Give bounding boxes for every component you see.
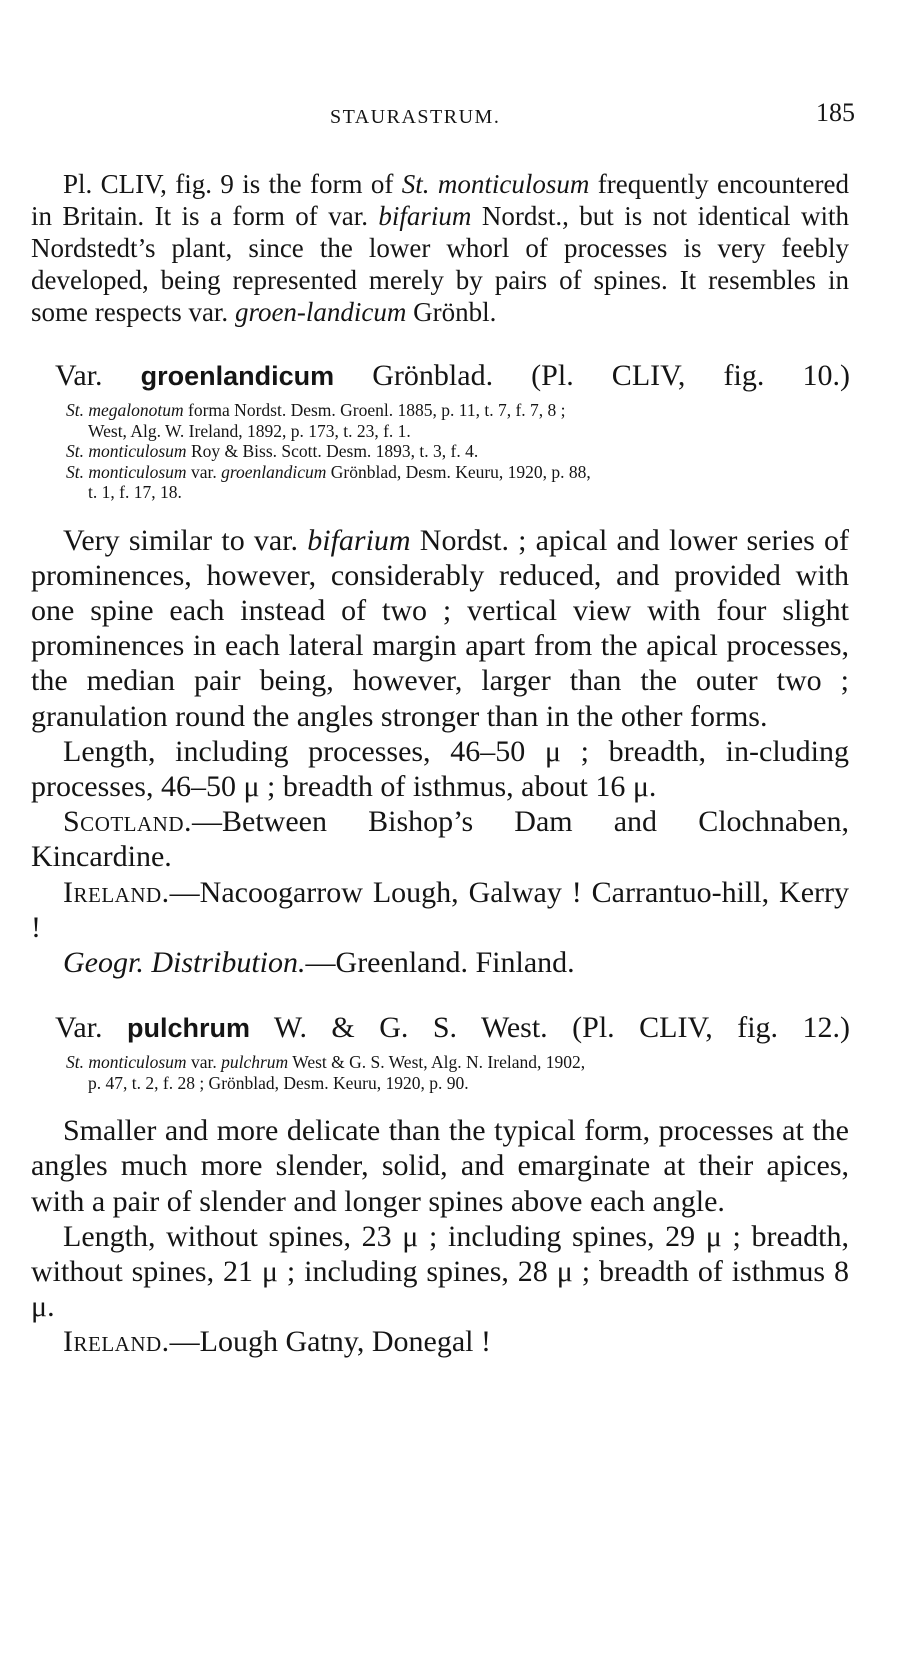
running-header	[0, 98, 900, 132]
measurements-paragraph: Length, including processes, 46–50 μ ; breadth, in-cluding processes, 46–50 μ ; breadth of isthmus, about 16 μ.	[31, 734, 849, 803]
locality-ireland: Ireland.—Nacoogarrow Lough, Galway ! Carrantuo-hill, Kerry !	[31, 875, 849, 944]
locality-scotland: Scotland.—Between Bishop’s Dam and Clochnaben, Kincardine.	[31, 805, 849, 874]
variety-heading-pulchrum: Var. pulchrum W. & G. S. West. (Pl. CLIV, fig. 12.)	[55, 1011, 850, 1045]
intro-paragraph: Pl. CLIV, fig. 9 is the form of St. monticulosum frequently encountered in Britain. It is a form of var. bifarium Nordst., but is not identical with Nordstedt’s plant, since the lower whorl of processes is very feebly developed, being represented merely by pairs of spines. It resembles in some respects var. groen-landicum Grönbl.	[31, 169, 849, 327]
distribution-label: Geogr. Distribution.	[63, 945, 306, 979]
synonym-entry: St. monticulosum var. groenlandicum Grönblad, Desm. Keuru, 1920, p. 88, t. 1, f. 17, 18.	[66, 461, 591, 502]
synonym-entry: St. monticulosum Roy & Biss. Scott. Desm. 1893, t. 3, f. 4.	[66, 441, 479, 461]
variety-title: groenlandicum	[140, 361, 335, 391]
geographic-distribution: Geogr. Distribution.—Greenland. Finland.	[63, 945, 575, 979]
synonym-entry: St. megalonotum forma Nordst. Desm. Groenl. 1885, p. 11, t. 7, f. 7, 8 ; West, Alg. W. Ireland, 1892, p. 173, t. 23, f. 1.	[66, 400, 566, 441]
variety-heading-groenlandicum: Var. groenlandicum Grönblad. (Pl. CLIV, fig. 10.)	[55, 359, 850, 392]
region-label: Scotland.	[63, 805, 193, 839]
locality-ireland: Ireland.—Lough Gatny, Donegal !	[63, 1325, 491, 1359]
running-title: STAURASTRUM.	[330, 106, 501, 128]
region-label: Ireland.	[63, 1325, 170, 1359]
variety-name: groen-landicum	[234, 297, 407, 327]
page-number: 185	[816, 98, 855, 127]
region-label: Ireland.	[63, 875, 170, 909]
species-name: St. monticulosum	[401, 169, 590, 199]
synonym-entry: St. monticulosum var. pulchrum West & G. S. West, Alg. N. Ireland, 1902, p. 47, t. 2, f. 28 ; Grönblad, Desm. Keuru, 1920, p. 90.	[66, 1052, 586, 1093]
description-paragraph: Very similar to var. bifarium Nordst. ; apical and lower series of prominences, however, considerably reduced, and provided with one spine each instead of two ; vertical view with four slight prominences in each lateral margin apart from the apical processes, the median pair being, however, larger than the outer two ; granulation round the angles stronger than in the other forms.	[31, 523, 849, 733]
variety-name: bifarium	[307, 523, 411, 557]
description-paragraph: Smaller and more delicate than the typical form, processes at the angles much more slender, solid, and emarginate at their apices, with a pair of slender and longer spines above each angle.	[31, 1114, 849, 1218]
variety-title: pulchrum	[126, 1013, 250, 1044]
page-body	[0, 168, 900, 1360]
measurements-paragraph: Length, without spines, 23 μ ; including spines, 29 μ ; breadth, without spines, 21 μ ; including spines, 28 μ ; breadth of isthmus 8 μ.	[31, 1219, 849, 1324]
variety-name: bifarium	[378, 201, 472, 231]
